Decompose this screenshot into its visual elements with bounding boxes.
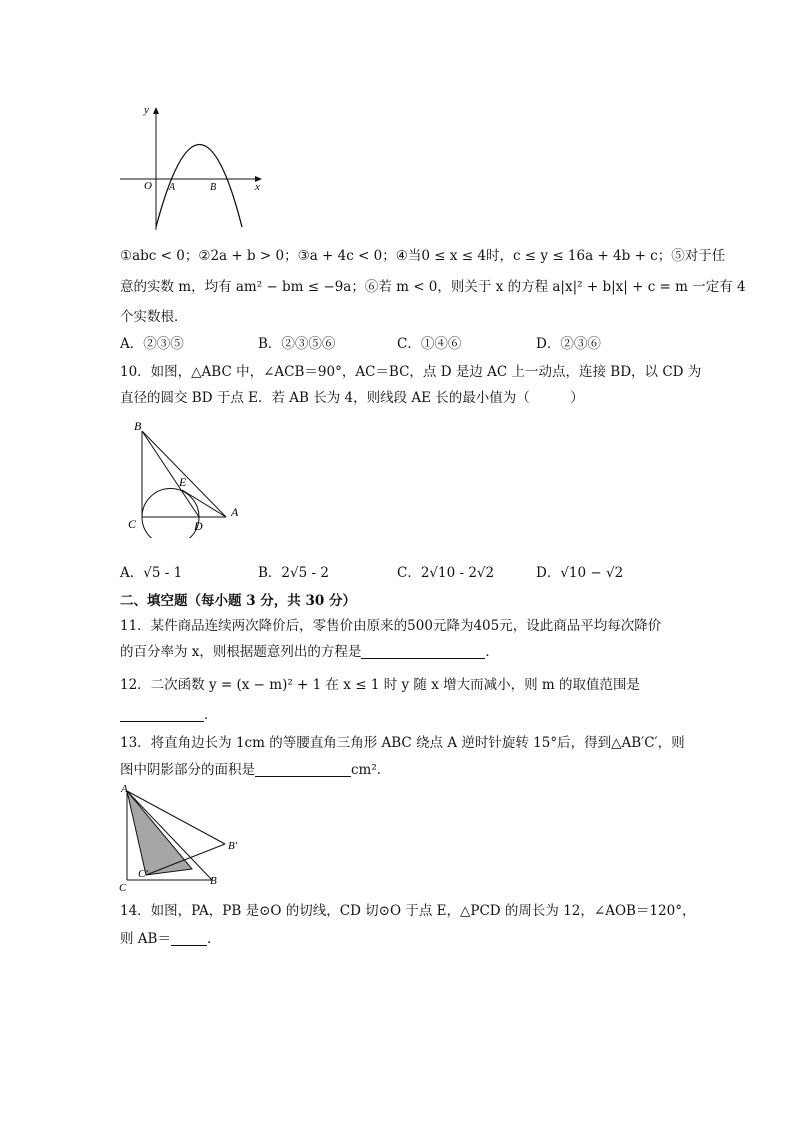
q10-question-line1: 10．如图，△ABC 中，∠ACB＝90°，AC＝BC，点 D 是边 AC 上一动点，连接 BD，以 CD 为 — [120, 364, 702, 380]
q14-question-line1: 14．如图，PA，PB 是⊙O 的切线，CD 切⊙O 于点 E，△PCD 的周长为 12，∠AOB＝120°， — [120, 903, 696, 919]
q11-line2-end: ． — [485, 644, 499, 660]
point-b-label: B — [210, 875, 217, 887]
q9-statements-line2: 意的实数 m，均有 am² − bm ≤ −9a；⑥若 m < 0，则关于 x 的方程 a|x|² + b|x| + c = m 一定有 4 — [120, 279, 746, 295]
point-a-label: A — [121, 783, 128, 795]
shaded-region — [127, 791, 192, 875]
point-c-prime-label: C′ — [138, 868, 148, 880]
point-b-prime-label: B′ — [228, 840, 238, 852]
y-axis-label: y — [144, 104, 149, 116]
q14-line2-text: 则 AB＝ — [120, 931, 171, 947]
point-e-label: E — [179, 475, 187, 489]
q10-triangle-circle-figure — [124, 418, 249, 538]
q10-option-b[interactable]: B．2√5 - 2 — [258, 565, 329, 581]
y-axis-arrow-icon — [153, 107, 159, 114]
q9-option-c[interactable]: C．①④⑥ — [397, 336, 462, 352]
point-c-label: C — [128, 517, 137, 531]
q10-option-a[interactable]: A．√5 - 1 — [120, 565, 183, 581]
point-d-label: D — [194, 519, 203, 533]
point-a-label: A — [169, 182, 176, 193]
q9-statements-line3: 个实数根． — [120, 309, 188, 325]
q11-question-line2 — [120, 640, 499, 660]
q12-line2-end: ． — [204, 707, 218, 723]
q11-line2-text: 的百分率为 x，则根据题意列出的方程是 — [120, 644, 362, 660]
q9-statements-line1: ①abc < 0；②2a + b > 0；③a + 4c < 0；④当0 ≤ x ≤ 4时，c ≤ y ≤ 16a + 4b + c；⑤对于任 — [120, 248, 726, 264]
q10-question-line2: 直径的圆交 BD 于点 E．若 AB 长为 4，则线段 AE 长的最小值为（ ） — [120, 390, 584, 406]
q9-option-b[interactable]: B．②③⑤⑥ — [258, 336, 336, 352]
q13-question-line2 — [120, 758, 390, 778]
point-b-label: B — [210, 182, 217, 193]
q12-answer-blank[interactable] — [120, 707, 204, 722]
q11-question-line1: 11．某件商品连续两次降价后，零售价由原来的500元降为405元，设此商品平均每次降价 — [120, 618, 662, 634]
q9-option-a[interactable]: A．②③⑤ — [120, 336, 184, 352]
cd-diameter-circle — [142, 489, 199, 539]
q11-answer-blank[interactable] — [361, 644, 485, 659]
origin-label: O — [144, 180, 152, 192]
q14-question-line2 — [120, 927, 220, 947]
q13-line2-end: cm²． — [351, 762, 391, 778]
q13-rotated-triangle-figure — [116, 782, 246, 894]
x-axis-label: x — [255, 181, 260, 193]
point-c-label: C — [119, 882, 127, 894]
point-a-label: A — [231, 505, 239, 519]
q10-option-d[interactable]: D．√10 − √2 — [536, 565, 624, 581]
q14-line2-end: ． — [206, 931, 221, 947]
q12-question-line1: 12．二次函数 y = (x − m)² + 1 在 x ≤ 1 时 y 随 x 增大而减小，则 m 的取值范围是 — [120, 677, 640, 693]
q13-question-line1: 13．将直角边长为 1cm 的等腰直角三角形 ABC 绕点 A 逆时针旋转 15°后，得到△AB′C′，则 — [120, 735, 685, 751]
section2-title: 二、填空题（每小题 3 分，共 30 分） — [120, 593, 356, 609]
q13-line2-text: 图中阴影部分的面积是 — [120, 762, 255, 778]
q9-parabola-graph — [118, 100, 268, 235]
q9-option-d[interactable]: D．②③⑥ — [536, 336, 601, 352]
point-b-label: B — [134, 419, 142, 433]
q12-question-line2 — [120, 703, 218, 723]
q10-option-c[interactable]: C．2√10 - 2√2 — [397, 565, 495, 581]
q14-answer-blank[interactable] — [171, 931, 207, 946]
q13-answer-blank[interactable] — [255, 762, 351, 777]
